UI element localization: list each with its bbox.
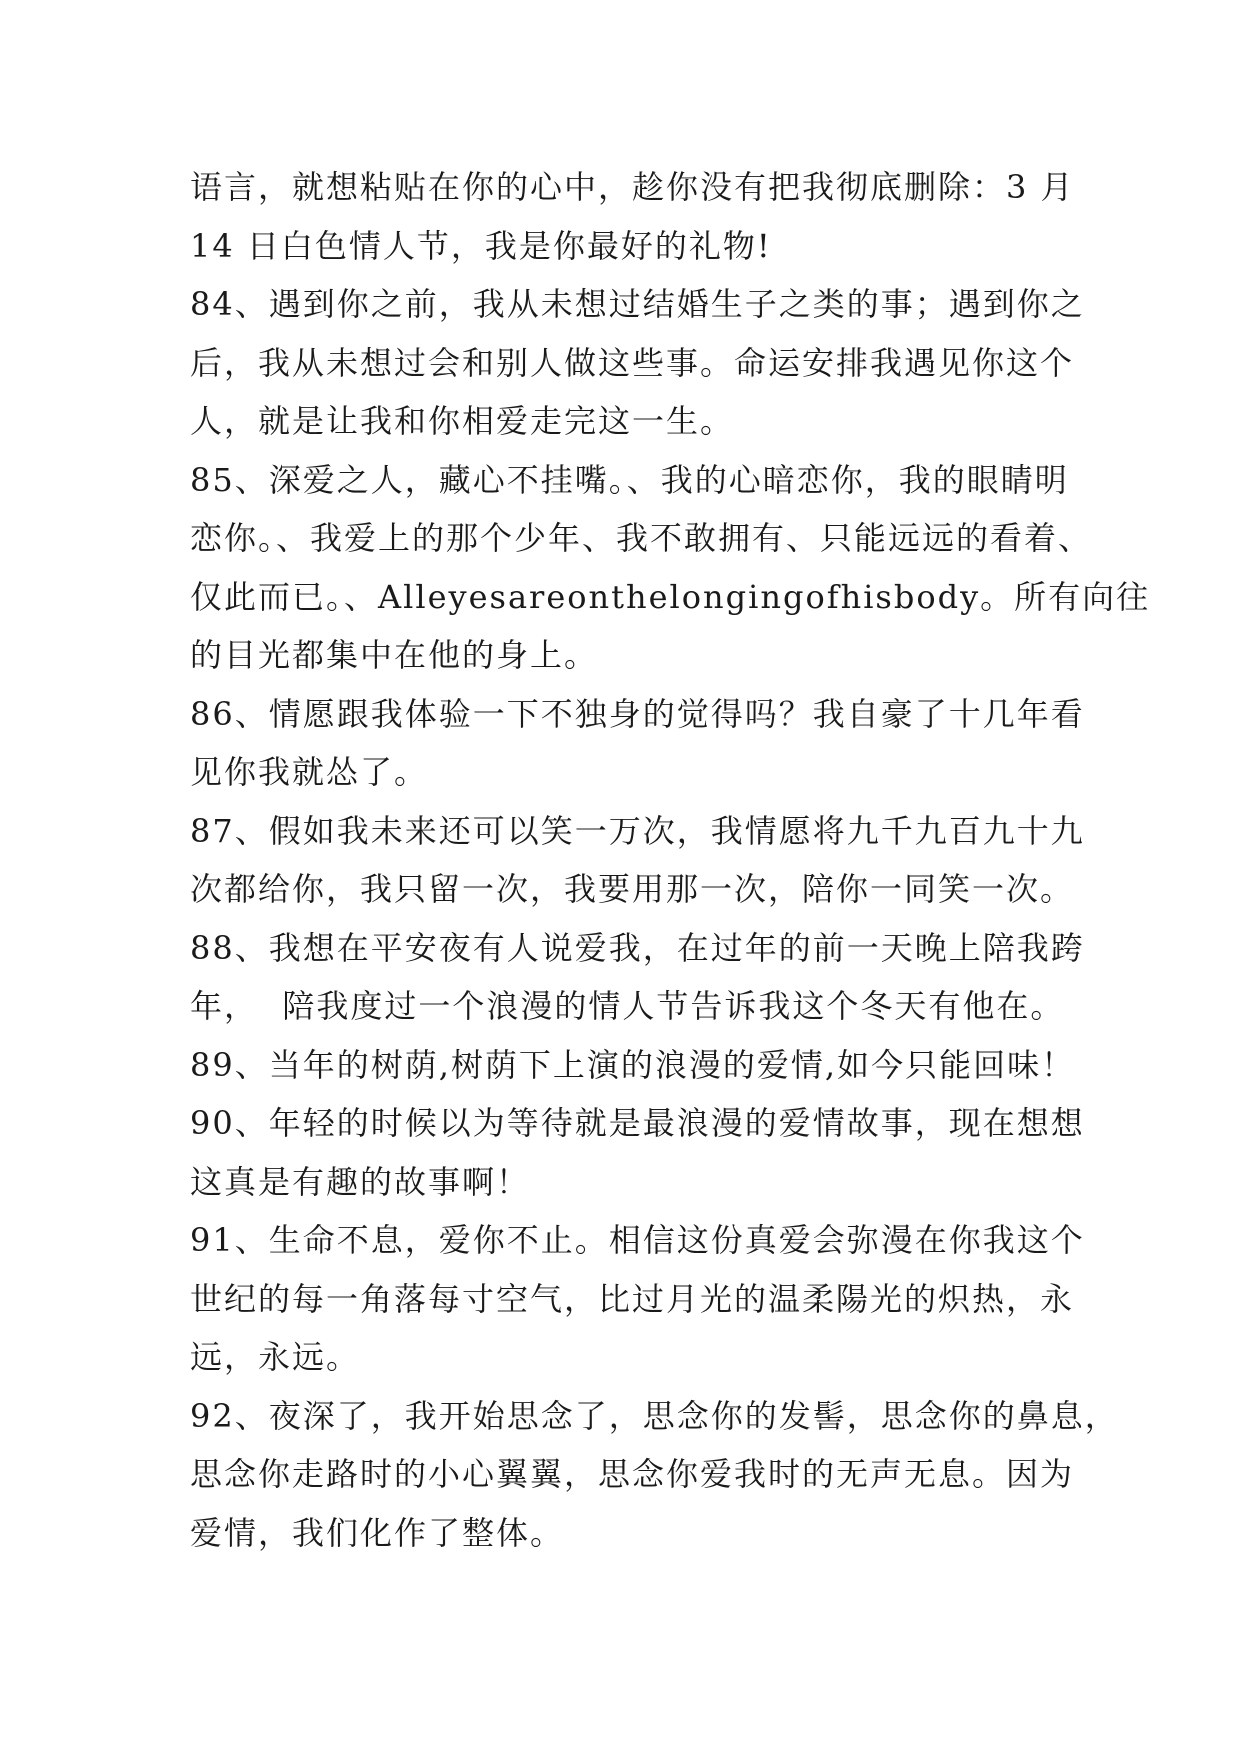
text-line: 世纪的每一角落每寸空气，比过月光的温柔陽光的炽热，永 xyxy=(190,1279,1075,1318)
text-line: 88、我想在平安夜有人说爱我，在过年的前一天晚上陪我跨 xyxy=(190,928,1085,967)
text-line: 远，永远。 xyxy=(190,1338,361,1376)
text-line: 14 日白色情人节，我是你最好的礼物! xyxy=(190,226,772,265)
text-line: 这真是有趣的故事啊！ xyxy=(190,1162,531,1201)
text-line: 92、夜深了，我开始思念了，思念你的发髻，思念你的鼻息， xyxy=(190,1396,1119,1435)
text-line: 85、深爱之人，藏心不挂嘴。、我的心暗恋你，我的眼睛明 xyxy=(190,460,1069,499)
text-line: 90、年轻的时候以为等待就是最浪漫的爱情故事，现在想想 xyxy=(190,1104,1085,1142)
text-line: 恋你。、我爱上的那个少年、我不敢拥有、只能远远的看着、 xyxy=(190,519,1093,557)
text-line: 思念你走路时的小心翼翼，思念你爱我时的无声无息。因为 xyxy=(190,1455,1075,1493)
text-line: 86、情愿跟我体验一下不独身的觉得吗？我自豪了十几年看 xyxy=(190,694,1085,733)
text-line: 的目光都集中在他的身上。 xyxy=(190,636,599,674)
text-line: 语言，就想粘贴在你的心中，趁你没有把我彻底删除：3 月 xyxy=(190,168,1075,206)
text-line: 后，我从未想过会和别人做这些事。命运安排我遇见你这个 xyxy=(190,343,1075,382)
text-line: 84、遇到你之前，我从未想过结婚生子之类的事；遇到你之 xyxy=(190,285,1085,323)
document-body xyxy=(190,158,1151,1562)
text-line: 89、当年的树荫,树荫下上演的浪漫的爱情,如今只能回味！ xyxy=(190,1045,1076,1084)
text-line: 爱情，我们化作了整体。 xyxy=(190,1513,565,1552)
text-line: 次都给你，我只留一次，我要用那一次，陪你一同笑一次。 xyxy=(190,870,1075,908)
text-line: 人，就是让我和你相爱走完这一生。 xyxy=(190,402,735,440)
text-line: 见你我就怂了。 xyxy=(190,753,429,791)
text-line: 仅此而已。、Alleyesareonthelongingofhisbody。所有向往 xyxy=(190,577,1151,616)
text-line: 87、假如我未来还可以笑一万次，我情愿将九千九百九十九 xyxy=(190,811,1085,850)
text-line: 年， 陪我度过一个浪漫的情人节告诉我这个冬天有他在。 xyxy=(190,987,1065,1025)
text-line: 91、生命不息，爱你不止。相信这份真爱会弥漫在你我这个 xyxy=(190,1221,1085,1259)
